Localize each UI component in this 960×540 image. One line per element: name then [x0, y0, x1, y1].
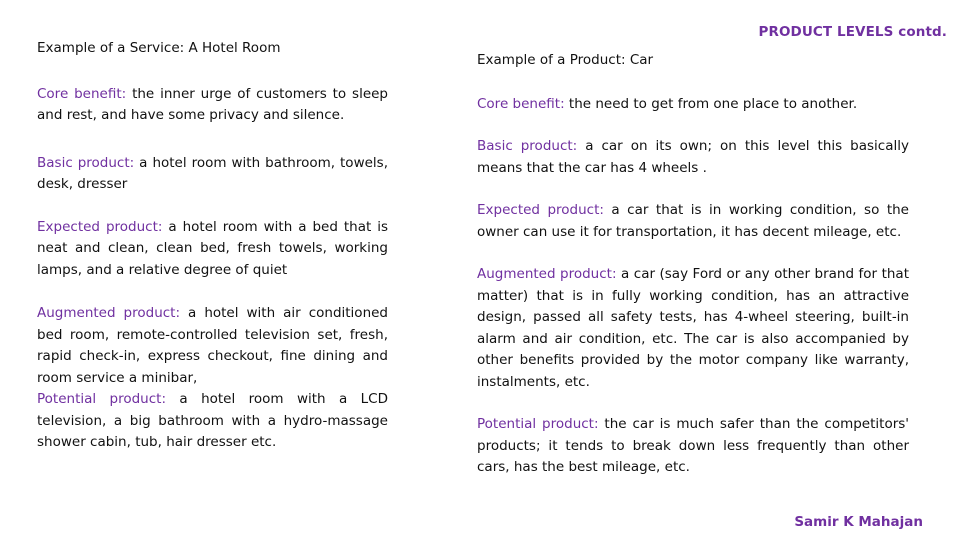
- core-benefit-text: the need to get from one place to another.: [564, 95, 858, 112]
- basic-product-label: Basic product:: [477, 138, 578, 154]
- expected-product-text: a car that is in working condition, so the owner can use it for transportation, it has decent mileage, etc.: [477, 202, 909, 240]
- service-basic-product: [37, 153, 388, 196]
- core-benefit-label: Core benefit:: [37, 85, 127, 102]
- expected-product-label: Expected product:: [37, 218, 163, 235]
- expected-product-label: Expected product:: [477, 202, 604, 218]
- slide-title: PRODUCT LEVELS contd.: [758, 24, 947, 40]
- product-expected-product: [477, 200, 909, 243]
- author-credit: Samir K Mahajan: [794, 514, 923, 530]
- service-example-column: [37, 38, 388, 454]
- potential-product-text: a hotel room with a LCD television, a big bathroom with a hydro-massage shower cabin, tub, hair dresser etc.: [37, 391, 388, 450]
- product-potential-product: [477, 414, 909, 479]
- core-benefit-text: the inner urge of customers to sleep and rest, and have some privacy and silence.: [37, 85, 389, 123]
- product-example-heading: Example of a Product: Car: [477, 52, 654, 68]
- service-core-benefit: [37, 84, 388, 127]
- product-basic-product: [477, 136, 909, 179]
- expected-product-text: a hotel room with a bed that is neat and clean, clean bed, fresh towels, working lamps, and a relative degree of quiet: [37, 218, 389, 278]
- augmented-product-label: Augmented product:: [37, 305, 181, 321]
- augmented-product-text: a car (say Ford or any other brand for that matter) that is in fully working condition, has an attractive design, passed all safety tests, has 4-wheel steering, built-in alarm and air condition, etc. The car is also accompanied by other benefits provided by the motor company like warranty, instalments, etc.: [477, 266, 909, 390]
- core-benefit-label: Core benefit:: [477, 95, 565, 112]
- augmented-product-text: a hotel with air conditioned bed room, remote-controlled television set, fresh, rapid check-in, express checkout, fine dining and room service a minibar,: [37, 305, 389, 386]
- basic-product-text: a car on its own; on this level this basically means that the car has 4 wheels .: [477, 138, 909, 176]
- basic-product-label: Basic product:: [37, 154, 135, 171]
- augmented-product-label: Augmented product:: [477, 266, 617, 282]
- potential-product-text: the car is much safer than the competitors' products; it tends to break down less frequently than other cars, has the best mileage, etc.: [477, 416, 909, 475]
- potential-product-label: Potential product:: [477, 416, 599, 432]
- product-core-benefit: [477, 94, 909, 116]
- product-augmented-product: [477, 264, 909, 393]
- potential-product-label: Potential product:: [37, 391, 167, 407]
- basic-product-text: a hotel room with bathroom, towels, desk, dresser: [37, 154, 388, 192]
- service-potential-product: [37, 389, 388, 454]
- service-augmented-product: [37, 303, 388, 389]
- service-expected-product: [37, 217, 388, 282]
- product-example-column: [477, 50, 909, 479]
- service-example-heading: Example of a Service: A Hotel Room: [37, 40, 281, 56]
